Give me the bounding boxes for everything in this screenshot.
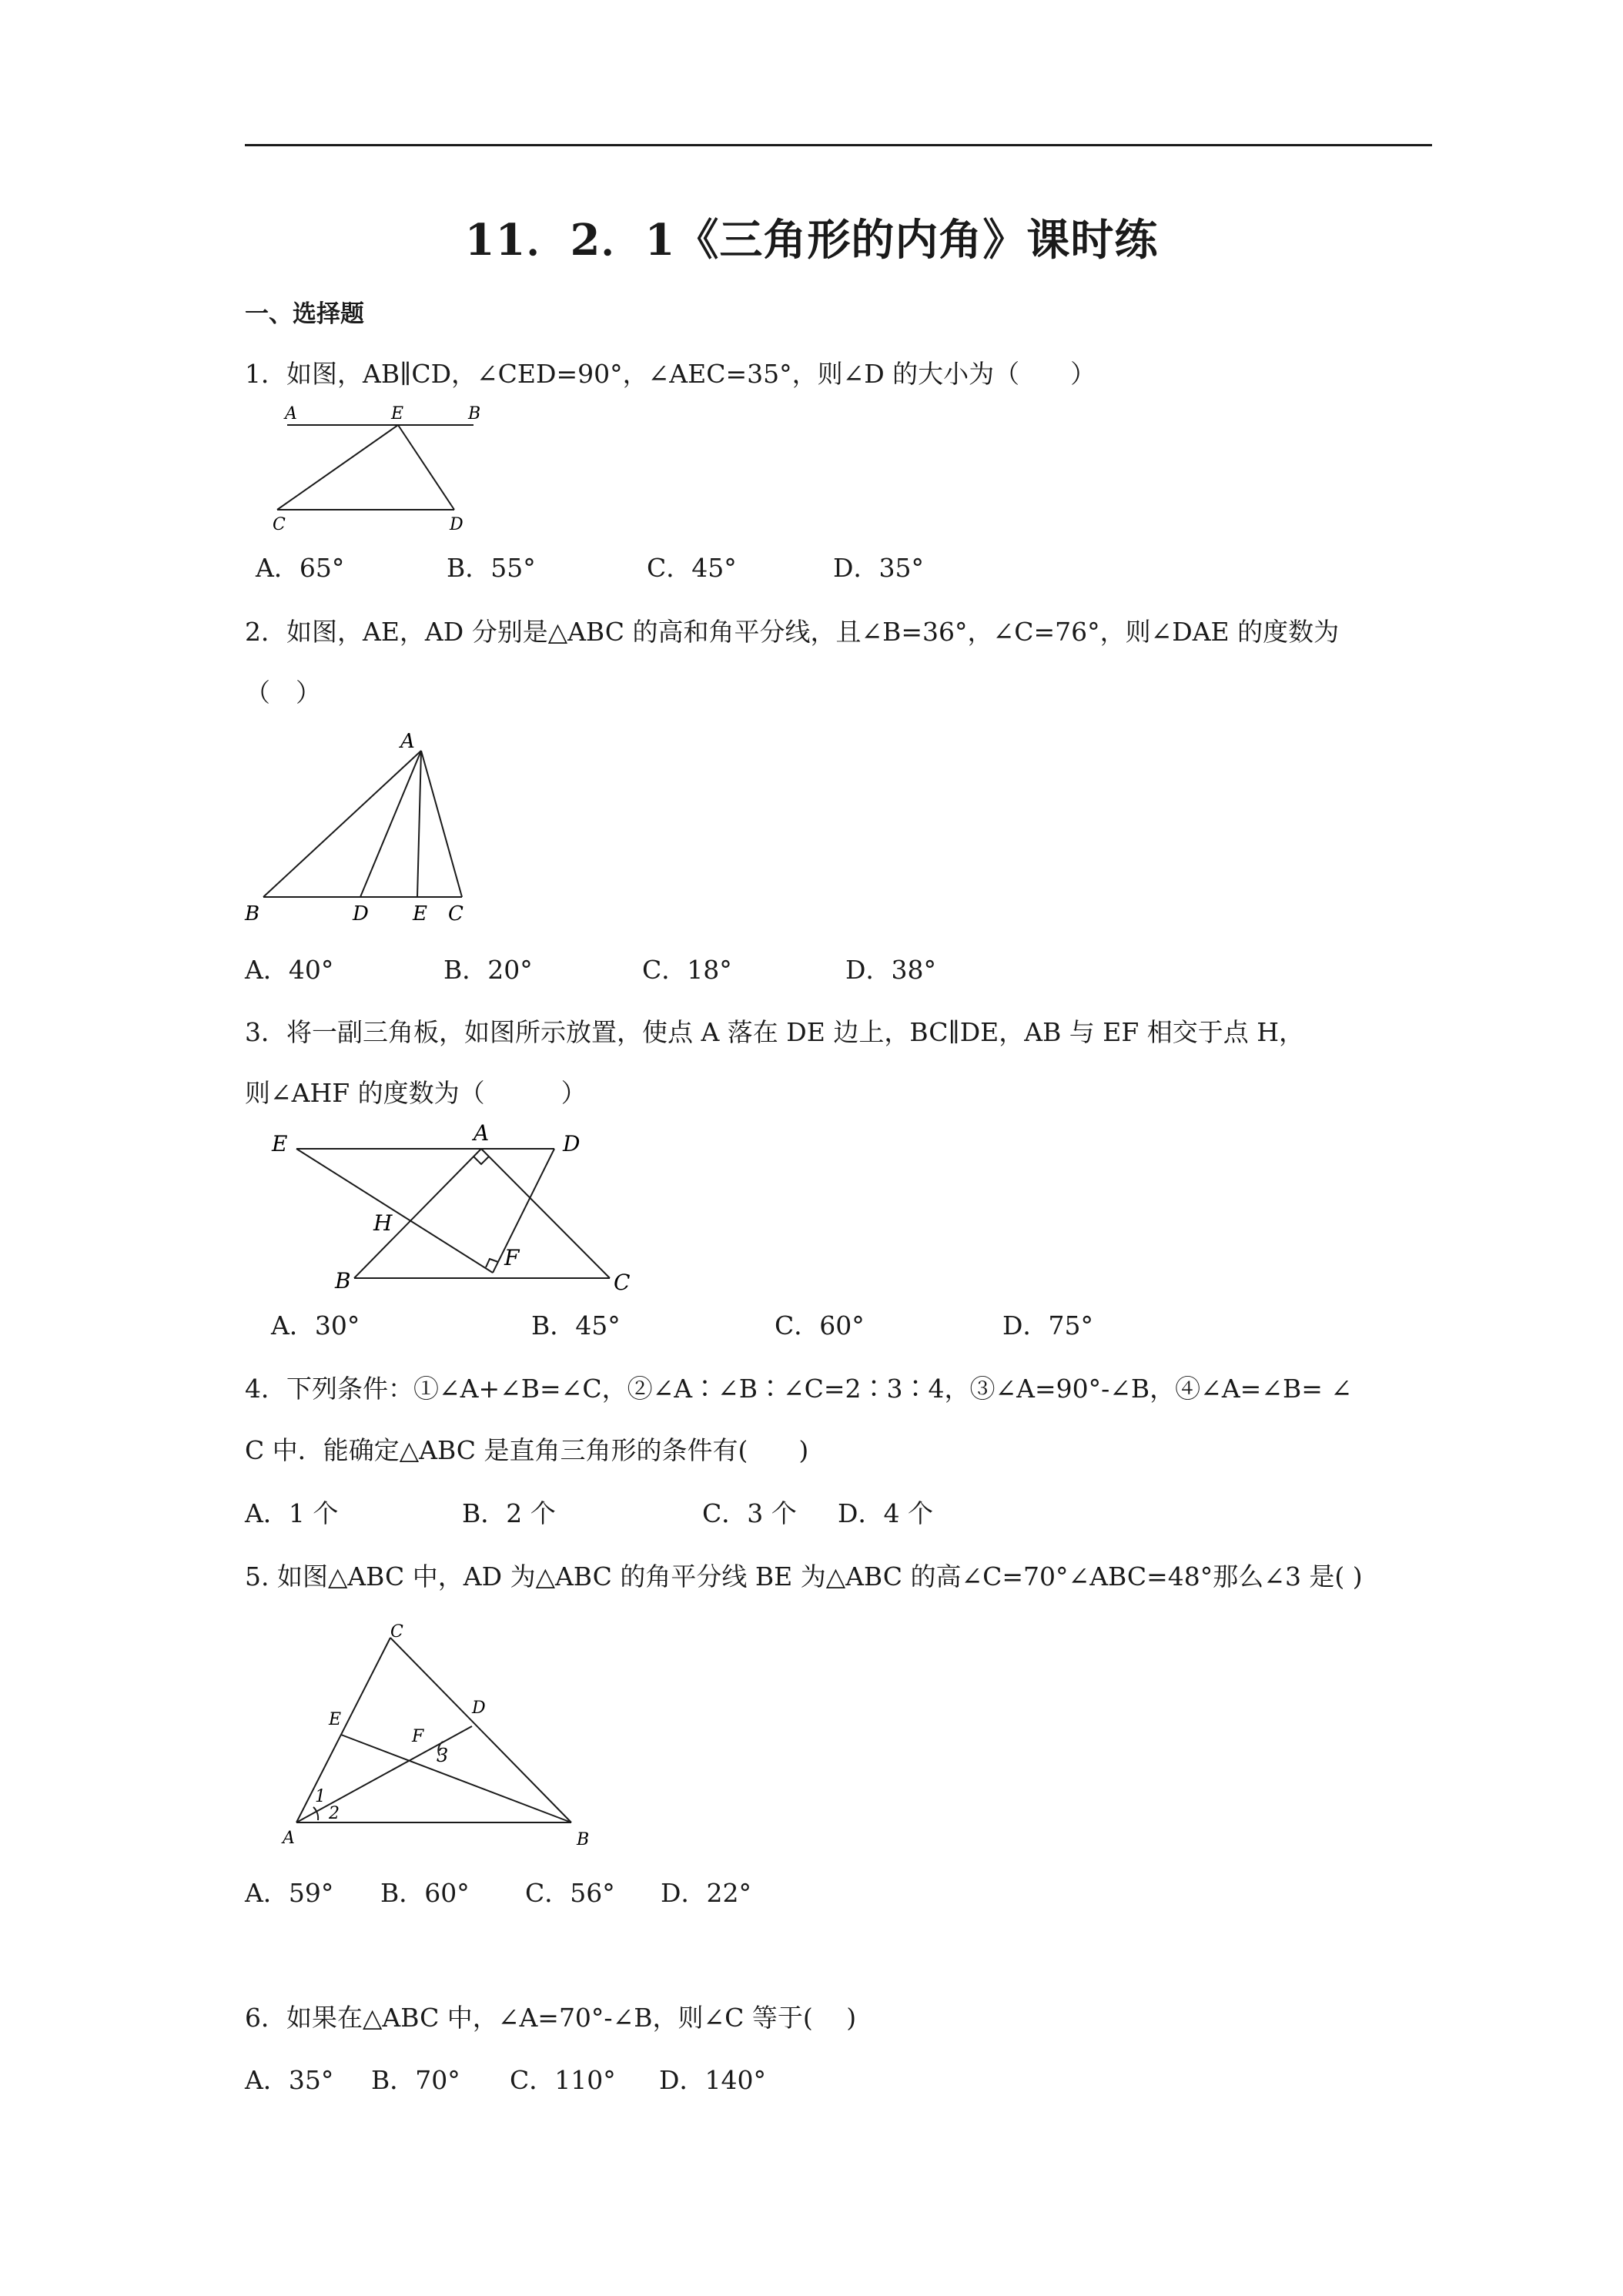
q2-option-c[interactable]: C．18° xyxy=(642,955,732,985)
q5-label-d: D xyxy=(472,1699,486,1718)
q5-option-a[interactable]: A．59° xyxy=(245,1878,334,1908)
q1-stem: 1．如图，AB∥CD，∠CED=90°，∠AEC=35°，则∠D 的大小为（ ） xyxy=(245,359,1096,389)
q3-label-a: A xyxy=(474,1120,490,1146)
q3-option-c[interactable]: C．60° xyxy=(775,1310,865,1340)
q6-option-c[interactable]: C．110° xyxy=(510,2065,616,2095)
q2-figure xyxy=(239,728,477,928)
q3-label-e: E xyxy=(272,1131,288,1156)
q4-option-b[interactable]: B．2 个 xyxy=(462,1498,556,1528)
q1-option-a[interactable]: A．65° xyxy=(256,553,345,583)
page-title: 11．2．1《三角形的内角》课时练 xyxy=(464,215,1159,266)
q5-label-f: F xyxy=(412,1727,424,1746)
q2-option-b[interactable]: B．20° xyxy=(443,955,533,985)
q3-option-d[interactable]: D．75° xyxy=(1002,1310,1093,1340)
q3-option-a[interactable]: A．30° xyxy=(271,1310,360,1340)
q1-option-b[interactable]: B．55° xyxy=(447,553,536,583)
q5-figure xyxy=(266,1609,604,1863)
q3-stem-line-1: 3．将一副三角板，如图所示放置，使点 A 落在 DE 边上，BC∥DE，AB 与 EF 相交于点 H， xyxy=(245,1017,1305,1047)
section-heading: 一、选择题 xyxy=(245,300,364,328)
q2-label-a: A xyxy=(400,730,415,753)
q6-option-d[interactable]: D．140° xyxy=(659,2065,766,2095)
q5-option-b[interactable]: B．60° xyxy=(380,1878,470,1908)
q5-label-c: C xyxy=(390,1622,403,1642)
q2-stem-line-2: （ ） xyxy=(245,678,321,708)
q5-label-b: B xyxy=(577,1830,590,1849)
q4-option-c[interactable]: C．3 个 xyxy=(702,1498,797,1528)
q2-option-a[interactable]: A．40° xyxy=(245,955,334,985)
q3-label-c: C xyxy=(614,1270,631,1295)
q2-label-d: D xyxy=(353,902,369,925)
q5-option-c[interactable]: C．56° xyxy=(525,1878,615,1908)
q3-label-f: F xyxy=(504,1245,520,1270)
q1-option-c[interactable]: C．45° xyxy=(647,553,737,583)
q6-option-a[interactable]: A．35° xyxy=(245,2065,334,2095)
q1-label-d: D xyxy=(450,515,463,534)
q2-label-b: B xyxy=(245,902,260,925)
q3-label-b: B xyxy=(335,1268,351,1294)
q4-option-a[interactable]: A．1 个 xyxy=(245,1498,339,1528)
q1-label-a: A xyxy=(285,404,297,423)
q5-angle-1: 1 xyxy=(315,1787,326,1806)
q5-angle-3: 3 xyxy=(437,1745,449,1766)
q5-option-d[interactable]: D．22° xyxy=(661,1878,751,1908)
q1-figure xyxy=(269,399,493,534)
q1-option-d[interactable]: D．35° xyxy=(833,553,924,583)
header-rule xyxy=(245,144,1432,146)
q1-label-e: E xyxy=(391,404,404,423)
q2-stem-line-1: 2．如图，AE，AD 分别是△ABC 的高和角平分线，且∠B=36°，∠C=76°，则∠DAE 的度数为 xyxy=(245,617,1340,647)
q2-label-c: C xyxy=(448,902,463,925)
q2-option-d[interactable]: D．38° xyxy=(845,955,936,985)
q3-figure xyxy=(266,1120,647,1297)
q3-option-b[interactable]: B．45° xyxy=(531,1310,621,1340)
q3-label-d: D xyxy=(563,1131,581,1156)
q2-label-e: E xyxy=(413,902,427,925)
q5-label-a: A xyxy=(283,1829,295,1848)
q4-option-d[interactable]: D．4 个 xyxy=(838,1498,933,1528)
q6-option-b[interactable]: B．70° xyxy=(371,2065,460,2095)
q4-stem-line-1: 4．下列条件：①∠A+∠B=∠C，②∠A∶∠B∶∠C=2∶3∶4，③∠A=90°-∠B，④∠A=∠B= ∠ xyxy=(245,1374,1352,1404)
q1-label-b: B xyxy=(468,404,481,423)
q6-stem: 6．如果在△ABC 中，∠A=70°-∠B，则∠C 等于( ) xyxy=(245,2003,857,2033)
q1-label-c: C xyxy=(273,515,286,534)
q3-label-h: H xyxy=(373,1210,393,1236)
q5-angle-2: 2 xyxy=(329,1804,340,1823)
q3-stem-line-2: 则∠AHF 的度数为（ ） xyxy=(245,1078,587,1108)
q5-stem: 5. 如图△ABC 中，AD 为△ABC 的角平分线 BE 为△ABC 的高∠C=70°∠ABC=48°那么∠3 是( ) xyxy=(245,1561,1363,1591)
q5-label-e: E xyxy=(329,1710,342,1729)
q4-stem-line-2: C 中．能确定△ABC 是直角三角形的条件有( ) xyxy=(245,1435,809,1465)
